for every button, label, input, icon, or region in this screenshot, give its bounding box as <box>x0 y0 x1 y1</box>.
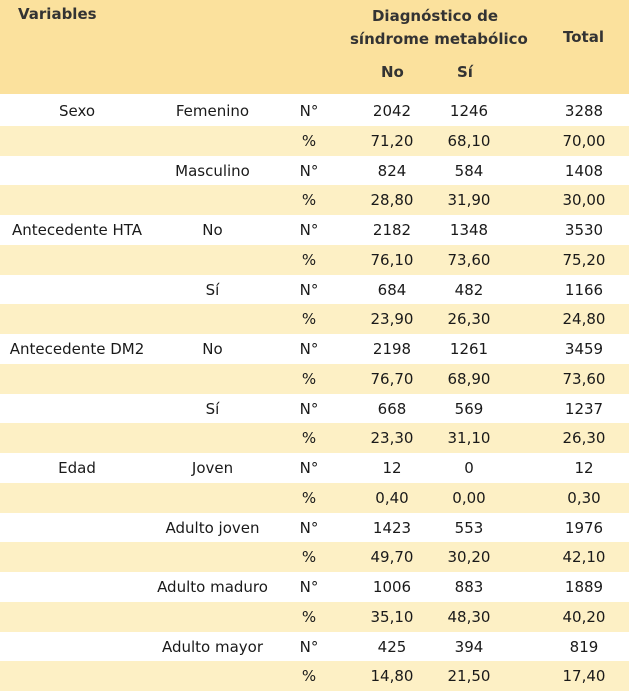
cell-si: 584 <box>454 161 484 180</box>
cell-si: 21,50 <box>447 667 491 686</box>
cell-no: 35,10 <box>370 607 414 626</box>
cell-unit: N° <box>299 280 319 299</box>
cell-no: 684 <box>377 280 407 299</box>
cell-total: 40,20 <box>562 607 606 626</box>
header-diagnostico-line2: síndrome metabólico <box>350 30 528 48</box>
table-row <box>0 602 629 632</box>
cell-no: 23,90 <box>370 310 414 329</box>
table-row <box>0 513 629 543</box>
cell-unit: % <box>301 310 317 329</box>
table-row <box>0 453 629 483</box>
cell-category: Adulto mayor <box>161 637 264 656</box>
cell-variable: Edad <box>58 459 96 477</box>
table-row <box>0 245 629 275</box>
cell-total: 1889 <box>564 578 604 596</box>
cell-total: 24,80 <box>562 310 606 329</box>
cell-total: 1408 <box>564 161 604 180</box>
cell-no: 14,80 <box>370 667 414 686</box>
cell-si: 73,60 <box>447 250 491 269</box>
cell-total: 12 <box>574 459 594 477</box>
cell-total: 17,40 <box>562 667 606 686</box>
table-row <box>0 96 629 126</box>
cell-category: Femenino <box>175 102 250 120</box>
cell-si: 553 <box>454 518 484 537</box>
header-total: Total <box>563 28 604 46</box>
cell-category: Adulto joven <box>165 518 260 537</box>
cell-si: 31,10 <box>447 429 491 448</box>
header-no: No <box>381 63 404 81</box>
cell-no: 1006 <box>372 578 412 596</box>
cell-variable: Antecedente DM2 <box>9 340 145 358</box>
cell-unit: N° <box>299 459 319 477</box>
cell-si: 26,30 <box>447 310 491 329</box>
cell-unit: N° <box>299 102 319 120</box>
cell-no: 2042 <box>372 102 412 120</box>
cell-category: Sí <box>205 399 220 418</box>
header-variables: Variables <box>18 5 97 23</box>
cell-unit: % <box>301 191 317 210</box>
table-row <box>0 275 629 305</box>
table-row <box>0 185 629 215</box>
cell-si: 883 <box>454 578 484 596</box>
cell-unit: % <box>301 667 317 686</box>
header-si: Sí <box>457 63 473 81</box>
cell-unit: N° <box>299 161 319 180</box>
cell-category: Sí <box>205 280 220 299</box>
cell-no: 824 <box>377 161 407 180</box>
cell-unit: N° <box>299 340 319 358</box>
cell-total: 1237 <box>564 399 604 418</box>
table-row <box>0 632 629 662</box>
cell-category: No <box>202 221 223 239</box>
header-diagnostico-line1: Diagnóstico de <box>371 7 498 25</box>
table-row <box>0 483 629 513</box>
cell-unit: N° <box>299 518 319 537</box>
cell-total: 42,10 <box>562 548 606 567</box>
cell-no: 2182 <box>372 221 412 239</box>
cell-unit: % <box>301 607 317 626</box>
table-row <box>0 156 629 186</box>
cell-total: 3288 <box>564 102 604 120</box>
cell-si: 68,90 <box>447 369 491 388</box>
cell-total: 26,30 <box>562 429 606 448</box>
cell-unit: N° <box>299 578 319 596</box>
table-row <box>0 572 629 602</box>
cell-category: No <box>202 340 223 358</box>
cell-unit: % <box>301 369 317 388</box>
table-row <box>0 423 629 453</box>
cell-si: 0,00 <box>452 488 486 507</box>
cell-no: 668 <box>377 399 407 418</box>
cell-no: 0,40 <box>375 488 409 507</box>
cell-no: 2198 <box>372 340 412 358</box>
header-diagnostico <box>350 5 528 51</box>
cell-category: Adulto maduro <box>157 578 268 596</box>
cell-no: 71,20 <box>370 131 414 150</box>
cell-unit: % <box>301 131 317 150</box>
cell-unit: % <box>301 548 317 567</box>
cell-no: 23,30 <box>370 429 414 448</box>
cell-no: 28,80 <box>370 191 414 210</box>
cell-total: 1166 <box>564 280 604 299</box>
cell-no: 49,70 <box>370 548 414 567</box>
cell-si: 569 <box>454 399 484 418</box>
cell-total: 0,30 <box>567 488 601 507</box>
cell-total: 70,00 <box>562 131 606 150</box>
cell-unit: N° <box>299 221 319 239</box>
table-row <box>0 661 629 691</box>
cell-si: 1246 <box>449 102 489 120</box>
table-row <box>0 334 629 364</box>
cell-unit: % <box>301 488 317 507</box>
cell-total: 30,00 <box>562 191 606 210</box>
cell-total: 3459 <box>564 340 604 358</box>
cell-si: 31,90 <box>447 191 491 210</box>
cell-category: Masculino <box>175 161 250 180</box>
cell-unit: N° <box>299 399 319 418</box>
cell-total: 73,60 <box>562 369 606 388</box>
cell-no: 76,70 <box>370 369 414 388</box>
cell-si: 482 <box>454 280 484 299</box>
cell-no: 1423 <box>372 518 412 537</box>
cell-si: 0 <box>464 459 474 477</box>
table-row <box>0 364 629 394</box>
cell-total: 819 <box>569 637 599 656</box>
cell-unit: N° <box>299 637 319 656</box>
cell-total: 3530 <box>564 221 604 239</box>
cell-unit: % <box>301 250 317 269</box>
cell-si: 1348 <box>449 221 489 239</box>
cell-si: 394 <box>454 637 484 656</box>
table-row <box>0 126 629 156</box>
table-row <box>0 304 629 334</box>
cell-si: 1261 <box>449 340 489 358</box>
cell-no: 12 <box>382 459 402 477</box>
cell-total: 75,20 <box>562 250 606 269</box>
cell-variable: Antecedente HTA <box>11 221 143 239</box>
cell-si: 30,20 <box>447 548 491 567</box>
cell-total: 1976 <box>564 518 604 537</box>
cell-variable: Sexo <box>58 102 96 120</box>
table-header <box>0 0 629 94</box>
cell-category: Joven <box>191 459 234 477</box>
table-row <box>0 542 629 572</box>
cell-si: 68,10 <box>447 131 491 150</box>
cell-unit: % <box>301 429 317 448</box>
table-row <box>0 215 629 245</box>
table-row <box>0 394 629 424</box>
cell-si: 48,30 <box>447 607 491 626</box>
cell-no: 76,10 <box>370 250 414 269</box>
cell-no: 425 <box>377 637 407 656</box>
